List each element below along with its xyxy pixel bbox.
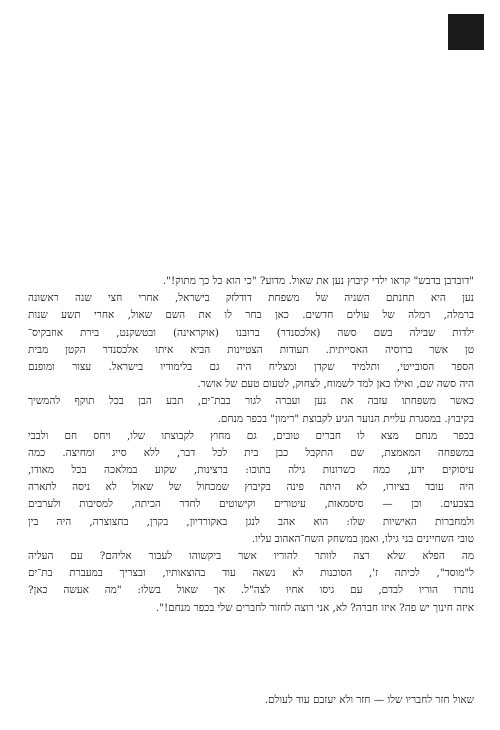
text-line: נותרו הוריו לבדם, עם גיסו אחיו לצה"ל. אך שאול בשלו: "מה אעשה כאן? — [28, 584, 474, 597]
text-line: ולמחברות האישיות שלו: הוא אהב לנגן באקורדיון, בקרן, בחצוצרה, היה בין — [28, 515, 474, 528]
text-line: היה סשה שם, ואילו כאן למד לשמוח, לצחוק, לטעום טעם של אושר. — [197, 378, 474, 391]
text-line: איזה חינוך יש פה? איזו חברה? לא, אני רוצה לחזור לחברים שלי בכפר מנחם!". — [155, 601, 474, 614]
body-text — [28, 273, 474, 617]
text-line: מה הפלא שלא רצה לוותר להוריו אשר ביקשוהו לעבור אליהם? עם העליה — [28, 550, 474, 562]
text-line: במשפחה המאמצת, שם התקבל כבן בית לכל דבר, ללא סייג ומחיצה. כמה — [28, 446, 474, 459]
text-line: כאשר משפחתו עזבה את נען ועברה לגור בבת־ים, תבע הבן בכל תוקף להמשיך — [28, 395, 474, 408]
text-line: בצבעים. וכן — סיסמאות, עיטורים וקישוטים לחדר הכיתה, למסיבות ולערבים — [28, 498, 474, 511]
closing-line: שאול חזר לחבריו שלו — חזר ולא יעזבם עוד לעולם. — [264, 694, 474, 706]
text-line: נען היא תחנתם השניה של משפחת דודלזק בישראל, אחרי חצי שנה ראשונה — [28, 292, 474, 305]
text-line: ל"מוסד", לכיתה ז', הסוכנות לא נשאה עוד בהוצאותיו, ובצריך במעברת בת־ים — [28, 567, 474, 580]
text-line: ברמלה, רמלה של עולים חדשים. כאן בחר לו את השם שאול, אחרי תשע שנות — [28, 309, 474, 322]
text-line: "דובדבן בדבש" קראו ילדי קיבוץ נען את שאול. מדוע? "כי הוא כל כך מתוק!". — [162, 275, 474, 287]
text-line: הספר הסובייטי, ותלמיד שקדן ומצליח היה גם בלימודיו בישראל. עצור ומופנם — [28, 360, 474, 373]
text-line: בקיבוץ. במסגרת עליית הנוער הגיע לקבוצת "רימון" בכפר מנחם. — [217, 412, 474, 425]
text-line: היה עובד בציורו, לא היתה פינה בקיבוץ שמכחול של שאול לא ניסה לתארה — [28, 481, 474, 494]
text-line: ילדות שבילה בשם סשה (אלכסנדר) ברובנו (אוקראינה) ובטשקנט, בירת אוזבקיס־ — [28, 326, 474, 339]
text-line: טן אשר ברוסיה האסייתית. תעודות הצטיינות הביא איתו אלכסנדר הקטן מבית — [28, 343, 474, 356]
text-line: בכפר מנחם מצא לו חברים טובים, גם מחוץ לקבוצתו שלו, ויחס חם ולבבי — [28, 429, 474, 442]
corner-marker — [448, 14, 484, 50]
text-line: טובי השחיינים בני גילו, ואמן במשחק השח־האהוב עליו. — [251, 532, 474, 545]
text-line: עיסוקים ידע, כמה כשרונות גילה בתוכו: ברצינות, שקוע במלאכה בכל מאודו, — [28, 464, 474, 477]
